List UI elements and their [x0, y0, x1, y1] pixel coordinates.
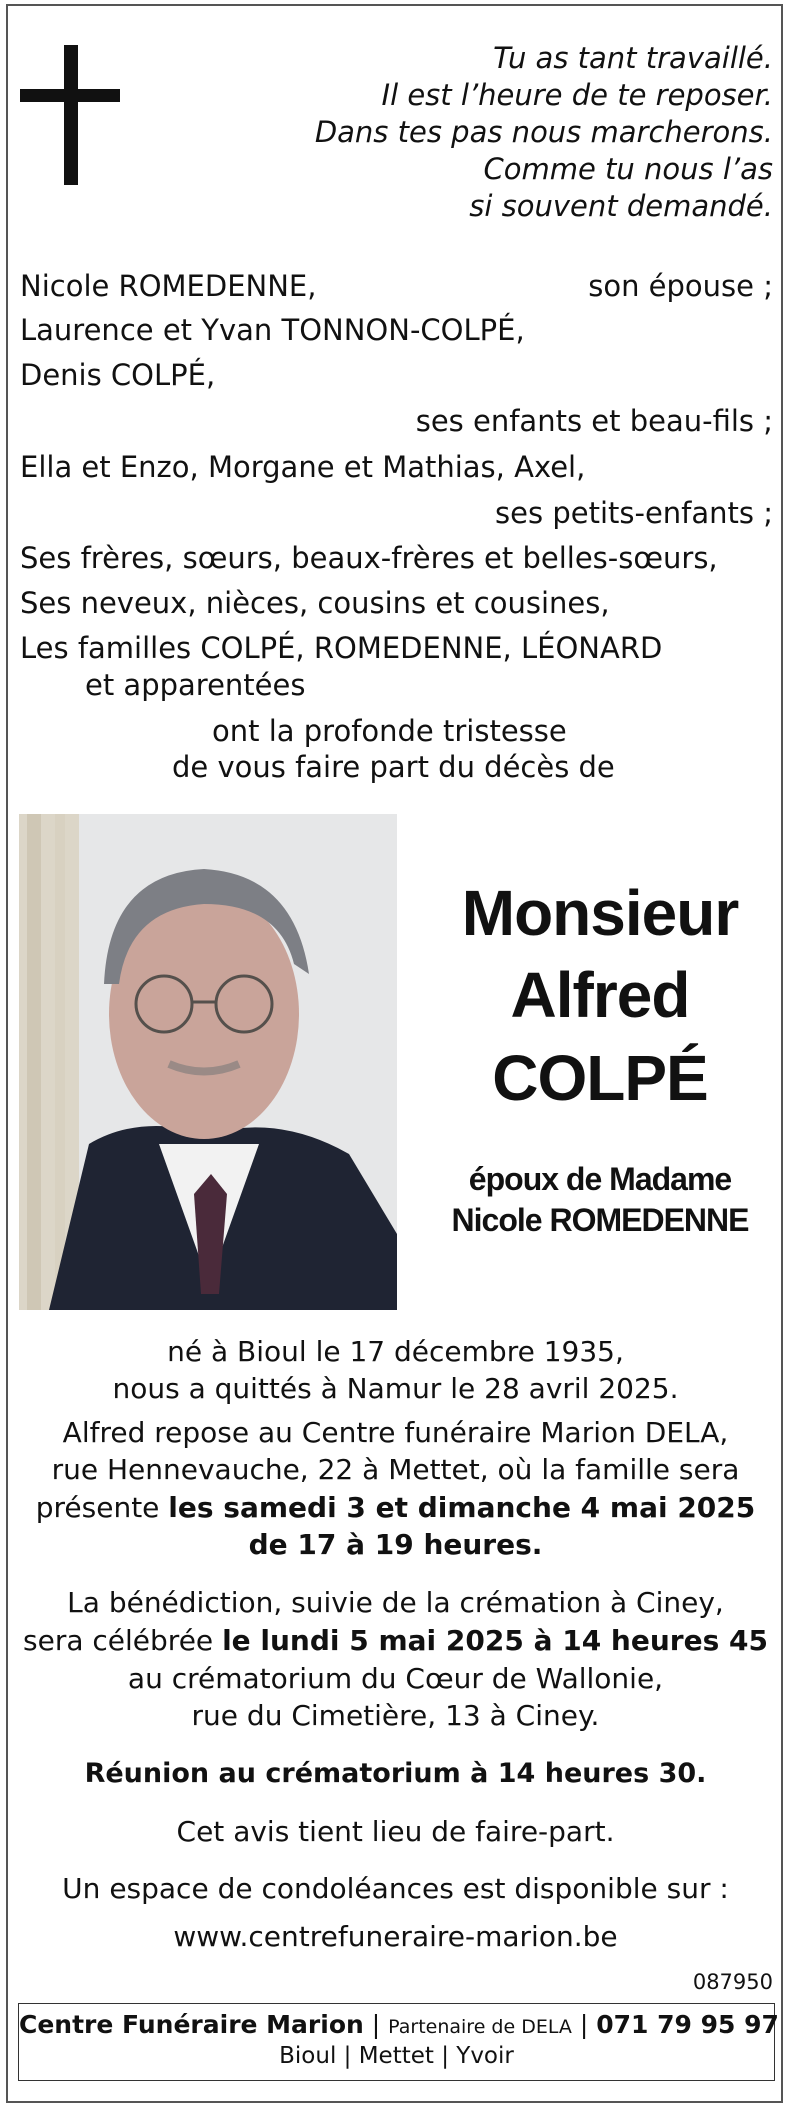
- blessing-line-4: rue du Cimetière, 13 à Ciney.: [191, 1699, 600, 1732]
- condolences-line: Un espace de condoléances est disponible sur :: [62, 1872, 729, 1905]
- spouse-name: Nicole ROMEDENNE,: [20, 269, 317, 303]
- meeting-line: Réunion au crématorium à 14 heures 30.: [84, 1758, 707, 1789]
- child-2: Denis COLPÉ,: [20, 358, 216, 392]
- deceased-first-name: Alfred: [510, 959, 690, 1031]
- separator: |: [571, 2010, 597, 2039]
- visitation-dates: les samedi 3 et dimanche 4 mai 2025: [168, 1491, 756, 1524]
- families: Les familles COLPÉ, ROMEDENNE, LÉONARD: [20, 631, 663, 665]
- related: et apparentées: [85, 668, 306, 702]
- sorrow-line-2: de vous faire part du décès de: [172, 750, 615, 784]
- blessing-line-1: La bénédiction, suivie de la crémation à Ciney,: [67, 1586, 724, 1619]
- grandchildren-role: ses petits-enfants ;: [495, 496, 773, 530]
- rest-line-3-text: présente: [35, 1491, 169, 1524]
- death-line: nous a quittés à Namur le 28 avril 2025.: [112, 1372, 679, 1405]
- sorrow-line-1: ont la profonde tristesse: [212, 714, 567, 748]
- deceased-last-name: COLPÉ: [492, 1042, 708, 1114]
- spouse-line-1: époux de Madame: [468, 1161, 732, 1197]
- ceremony-date: le lundi 5 mai 2025 à 14 heures 45: [222, 1624, 768, 1657]
- partner-label: Partenaire de DELA: [388, 2016, 572, 2038]
- child-1: Laurence et Yvan TONNON-COLPÉ,: [20, 313, 525, 347]
- blessing-line-2-text: sera célébrée: [23, 1624, 223, 1657]
- poem-line: si souvent demandé.: [469, 189, 773, 223]
- blessing-line-3: au crématorium du Cœur de Wallonie,: [127, 1662, 664, 1695]
- deceased-title: Monsieur: [461, 877, 739, 949]
- website-link[interactable]: www.centrefuneraire-marion.be: [173, 1920, 618, 1953]
- spouse-role: son épouse ;: [588, 269, 773, 303]
- children-role: ses enfants et beau-fils ;: [415, 404, 773, 438]
- footer-locations: Bioul | Mettet | Yvoir: [279, 2043, 514, 2069]
- company-name: Centre Funéraire Marion: [19, 2010, 364, 2039]
- birth-line: né à Bioul le 17 décembre 1935,: [167, 1335, 624, 1368]
- phone-number[interactable]: 071 79 95 97: [596, 2010, 779, 2039]
- footer-box: [18, 2003, 779, 2081]
- footer-line-1: [19, 2010, 779, 2039]
- siblings: Ses frères, sœurs, beaux-frères et belles-sœurs,: [20, 541, 718, 575]
- poem-line: Dans tes pas nous marcherons.: [314, 115, 773, 149]
- visitation-hours: de 17 à 19 heures.: [248, 1528, 543, 1561]
- poem-line: Comme tu nous l’as: [483, 152, 773, 186]
- grandchildren: Ella et Enzo, Morgane et Mathias, Axel,: [20, 450, 586, 484]
- reference-number: 087950: [692, 1970, 773, 1994]
- poem: [315, 40, 773, 225]
- spouse-line-2: Nicole ROMEDENNE: [451, 1202, 749, 1238]
- portrait-photo: [19, 814, 397, 1310]
- rest-line-1: Alfred repose au Centre funéraire Marion DELA,: [62, 1416, 729, 1449]
- poem-line: Il est l’heure de te reposer.: [381, 78, 773, 112]
- poem-line: Tu as tant travaillé.: [493, 41, 773, 75]
- separator: |: [363, 2010, 389, 2039]
- rest-line-3: [0, 1489, 791, 1526]
- rest-line-2: rue Hennevauche, 22 à Mettet, où la famille sera: [51, 1453, 740, 1486]
- nephews: Ses neveux, nièces, cousins et cousines,: [20, 586, 610, 620]
- notice-line: Cet avis tient lieu de faire-part.: [176, 1815, 615, 1848]
- blessing-line-2: [0, 1622, 791, 1659]
